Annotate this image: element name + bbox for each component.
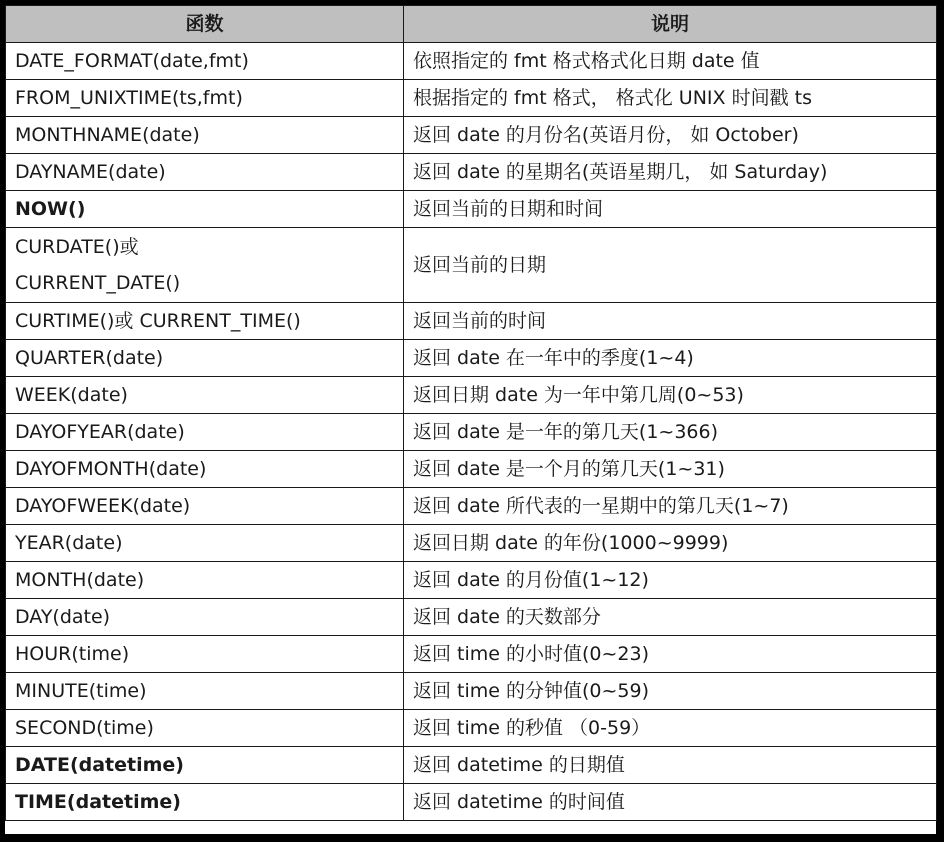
function-name: DATE_FORMAT(date,fmt) xyxy=(15,50,249,72)
table-row xyxy=(6,414,937,451)
table-row xyxy=(6,710,937,747)
function-name: TIME(datetime) xyxy=(15,791,181,813)
date-functions-table xyxy=(5,5,937,821)
description-cell: 根据指定的 fmt 格式， 格式化 UNIX 时间戳 ts xyxy=(404,80,937,117)
table-row xyxy=(6,154,937,191)
table-row xyxy=(6,340,937,377)
description-cell: 返回 date 所代表的一星期中的第几天(1~7) xyxy=(404,488,937,525)
function-name: WEEK(date) xyxy=(15,384,128,406)
function-name: CURRENT_DATE() xyxy=(15,272,181,294)
description-cell: 返回 date 是一个月的第几天(1~31) xyxy=(404,451,937,488)
description-cell: 返回 date 是一年的第几天(1~366) xyxy=(404,414,937,451)
description-cell: 返回日期 date 为一年中第几周(0~53) xyxy=(404,377,937,414)
function-name: FROM_UNIXTIME(ts,fmt) xyxy=(15,87,243,109)
description-cell: 返回日期 date 的年份(1000~9999) xyxy=(404,525,937,562)
table-row xyxy=(6,562,937,599)
function-cell xyxy=(6,80,404,117)
function-name: CURDATE()或 xyxy=(15,236,139,258)
function-cell xyxy=(6,451,404,488)
function-name: DAYOFWEEK(date) xyxy=(15,495,191,517)
description-cell: 返回 datetime 的日期值 xyxy=(404,747,937,784)
function-name: DAY(date) xyxy=(15,606,111,628)
description-cell: 返回 date 在一年中的季度(1~4) xyxy=(404,340,937,377)
function-name: MINUTE(time) xyxy=(15,680,147,702)
function-cell xyxy=(6,377,404,414)
function-name: NOW() xyxy=(15,198,86,220)
table-row xyxy=(6,784,937,821)
function-cell xyxy=(6,525,404,562)
table-row xyxy=(6,228,937,303)
table-row xyxy=(6,747,937,784)
description-cell: 返回 date 的月份值(1~12) xyxy=(404,562,937,599)
table-row xyxy=(6,525,937,562)
table-row xyxy=(6,80,937,117)
description-cell: 返回当前的日期和时间 xyxy=(404,191,937,228)
table-row xyxy=(6,377,937,414)
function-cell xyxy=(6,340,404,377)
function-cell xyxy=(6,747,404,784)
function-name: MONTHNAME(date) xyxy=(15,124,200,146)
description-cell: 依照指定的 fmt 格式格式化日期 date 值 xyxy=(404,43,937,80)
function-name: MONTH(date) xyxy=(15,569,145,591)
table-header-row xyxy=(6,6,937,43)
function-name: CURTIME()或 CURRENT_TIME() xyxy=(15,310,301,332)
function-cell xyxy=(6,191,404,228)
function-name: SECOND(time) xyxy=(15,717,154,739)
table-row xyxy=(6,303,937,340)
function-cell xyxy=(6,562,404,599)
function-cell xyxy=(6,710,404,747)
function-name: DATE(datetime) xyxy=(15,754,184,776)
description-cell: 返回 date 的星期名(英语星期几， 如 Saturday) xyxy=(404,154,937,191)
function-cell xyxy=(6,303,404,340)
description-cell: 返回当前的日期 xyxy=(404,228,937,303)
description-cell: 返回 time 的分钟值(0~59) xyxy=(404,673,937,710)
header-func: 函数 xyxy=(6,6,404,43)
function-name: DAYNAME(date) xyxy=(15,161,166,183)
function-cell xyxy=(6,154,404,191)
description-cell: 返回 date 的月份名(英语月份， 如 October) xyxy=(404,117,937,154)
description-cell: 返回当前的时间 xyxy=(404,303,937,340)
function-name: QUARTER(date) xyxy=(15,347,164,369)
table-row xyxy=(6,43,937,80)
description-cell: 返回 date 的天数部分 xyxy=(404,599,937,636)
function-cell xyxy=(6,784,404,821)
date-functions-table-frame xyxy=(5,5,936,834)
description-cell: 返回 time 的小时值(0~23) xyxy=(404,636,937,673)
function-cell xyxy=(6,414,404,451)
function-cell xyxy=(6,636,404,673)
function-name: HOUR(time) xyxy=(15,643,130,665)
function-cell xyxy=(6,488,404,525)
function-cell xyxy=(6,117,404,154)
table-row xyxy=(6,117,937,154)
function-name: YEAR(date) xyxy=(15,532,123,554)
function-cell xyxy=(6,673,404,710)
table-row xyxy=(6,636,937,673)
description-cell: 返回 datetime 的时间值 xyxy=(404,784,937,821)
function-name: DAYOFMONTH(date) xyxy=(15,458,207,480)
header-desc: 说明 xyxy=(404,6,937,43)
table-row xyxy=(6,599,937,636)
description-cell: 返回 time 的秒值 （0-59） xyxy=(404,710,937,747)
table-row xyxy=(6,451,937,488)
function-cell xyxy=(6,43,404,80)
table-row xyxy=(6,488,937,525)
function-cell xyxy=(6,599,404,636)
function-name: DAYOFYEAR(date) xyxy=(15,421,185,443)
table-row xyxy=(6,673,937,710)
table-row xyxy=(6,191,937,228)
table-body xyxy=(6,43,937,821)
function-cell xyxy=(6,228,404,303)
